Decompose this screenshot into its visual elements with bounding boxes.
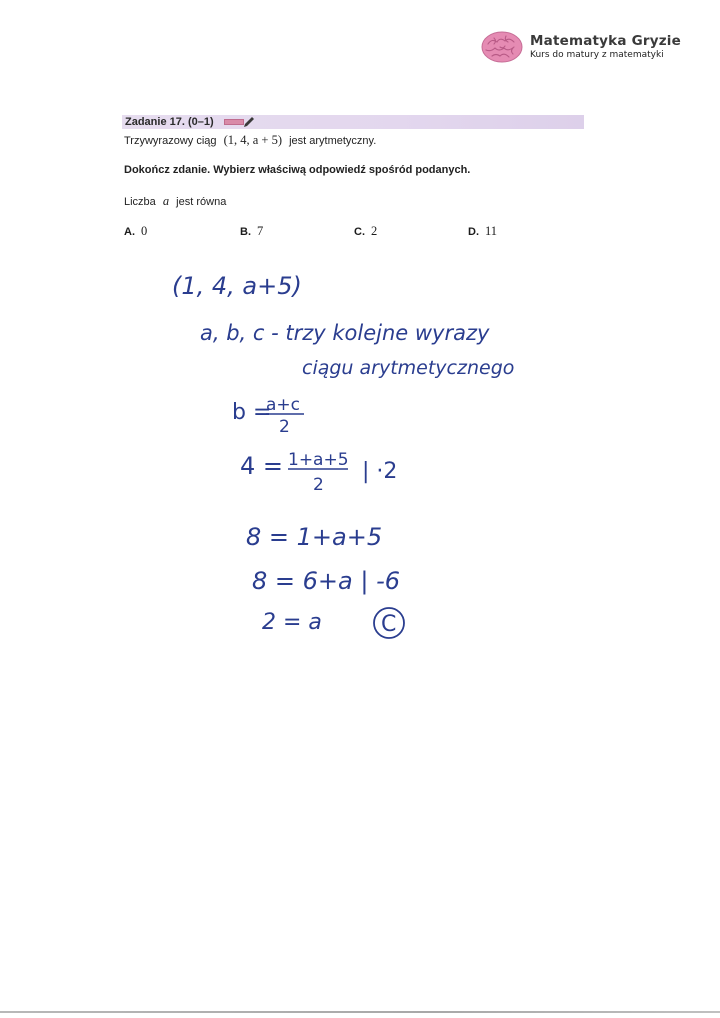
svg-text:2: 2 xyxy=(313,475,324,495)
svg-text:a+c: a+c xyxy=(266,395,301,415)
answer-value: 11 xyxy=(485,224,498,238)
answer-letter: A. xyxy=(124,226,135,238)
circled-answer-icon xyxy=(374,608,404,638)
svg-text:| ·2: | ·2 xyxy=(362,459,398,484)
logo-subtitle: Kurs do matury z matematyki xyxy=(530,50,664,60)
svg-text:4 =: 4 = xyxy=(240,452,284,480)
hw-line-definition-cont: ciągu arytmetycznego xyxy=(302,357,515,379)
statement-prefix: Trzywyrazowy ciąg xyxy=(124,135,217,147)
statement-suffix: jest arytmetyczny. xyxy=(289,135,377,147)
svg-text:2: 2 xyxy=(279,417,290,437)
answer-value: 2 xyxy=(371,224,378,238)
svg-text:b =: b = xyxy=(232,400,272,425)
task-instruction: Dokończ zdanie. Wybierz właściwą odpowiedź spośród podanych. xyxy=(124,164,471,176)
statement-math: (1, 4, a + 5) xyxy=(223,133,282,147)
answer-letter: C. xyxy=(354,226,365,238)
hw-line-multiply: 8 = 1+a+5 xyxy=(246,523,383,551)
answer-value: 7 xyxy=(257,224,264,238)
question-prefix: Liczba xyxy=(124,196,156,208)
hw-equation-substitute xyxy=(240,450,397,495)
hw-line-simplify: 8 = 6+a | -6 xyxy=(252,567,400,595)
question-variable: a xyxy=(162,194,170,208)
logo-title: Matematyka Gryzie xyxy=(530,33,681,49)
answer-letter: B. xyxy=(240,226,251,238)
question-suffix: jest równa xyxy=(176,196,227,208)
circled-answer-letter: C xyxy=(381,612,397,637)
answer-value: 0 xyxy=(141,224,148,238)
hw-line-definition: a, b, c - trzy kolejne wyrazy xyxy=(200,321,490,345)
page-bottom-edge xyxy=(0,1011,720,1013)
answer-letter: D. xyxy=(468,226,479,238)
hw-line-sequence: (1, 4, a+5) xyxy=(172,272,302,300)
hw-formula-mean xyxy=(232,395,304,437)
svg-text:1+a+5: 1+a+5 xyxy=(288,450,349,470)
task-title: Zadanie 17. (0–1) xyxy=(125,116,214,128)
hw-line-result: 2 = a xyxy=(262,610,322,635)
